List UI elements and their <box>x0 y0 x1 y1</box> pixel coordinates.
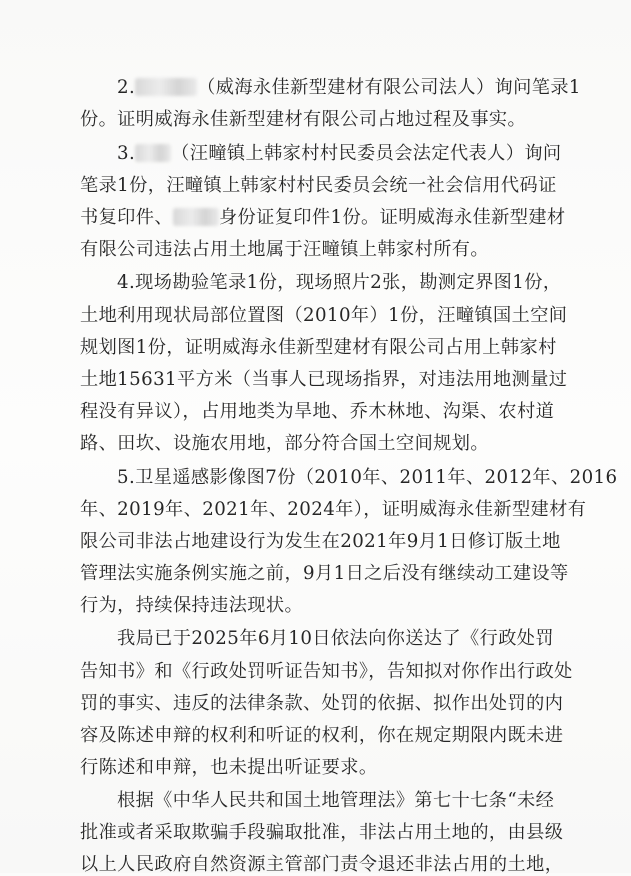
text-line: 容及陈述申辩的权利和听证的权利，你在规定期限内既未进 <box>80 725 564 746</box>
text-line: 份。证明威海永佳新型建材有限公司占地过程及事实。 <box>80 109 527 130</box>
text-line: 告知书》和《行政处罚听证告知书》，告知拟对你作出行政处 <box>80 661 573 682</box>
text-line: 限公司非法占地建设行为发生在2021年9月1日修订版土地 <box>80 531 561 552</box>
text-line: 土地利用现状局部位置图（2010年）1份，汪疃镇国土空间 <box>80 305 568 326</box>
text-line: 有限公司违法占用土地属于汪疃镇上韩家村所有。 <box>80 239 489 260</box>
text-line: 4.现场勘验笔录1份，现场照片2张，勘测定界图1份， <box>117 272 562 293</box>
text-line: 罚的事实、违反的法律条款、处罚的依据、拟作出处罚的内 <box>80 693 564 714</box>
text-line: 以上人民政府自然资源主管部门责令退还非法占用的土地， <box>80 854 564 875</box>
text-line: 5.卫星遥感影像图7份（2010年、2011年、2012年、2016 <box>117 467 618 488</box>
text-line: 程没有异议），占用地类为旱地、乔木林地、沟渠、农村道 <box>80 401 555 422</box>
text-line: 管理法实施条例实施之前，9月1日之后没有继续动工建设等 <box>80 563 569 584</box>
text-line: 路、田坎、设施农用地，部分符合国土空间规划。 <box>80 433 489 454</box>
text-line: 规划图1份，证明威海永佳新型建材有限公司占用上韩家村 <box>80 337 557 358</box>
text-line: 行陈述和申辩，也未提出听证要求。 <box>80 757 378 778</box>
text-line: 笔录1份，汪疃镇上韩家村村民委员会统一社会信用代码证 <box>80 175 557 196</box>
text-line: 行为，持续保持违法现状。 <box>80 595 304 616</box>
text-line: 土地15631平方米（当事人已现场指界，对违法用地测量过 <box>80 369 568 390</box>
redacted-name <box>135 78 197 96</box>
text-line: 2. （威海永佳新型建材有限公司法人）询问笔录1 <box>117 77 581 98</box>
redacted-name <box>135 144 171 162</box>
text-line: 书复印件、 身份证复印件1份。证明威海永佳新型建材 <box>80 207 566 228</box>
redacted-name <box>173 208 219 226</box>
text-line: 年、2019年、2021年、2024年），证明威海永佳新型建材有 <box>80 499 587 520</box>
text-line: 我局已于2025年6月10日依法向你送达了《行政处罚 <box>117 628 554 649</box>
text-line: 批准或者采取欺骗手段骗取批准，非法占用土地的，由县级 <box>80 822 564 843</box>
text-line: 根据《中华人民共和国土地管理法》第七十七条“未经 <box>117 790 555 811</box>
text-line: 3. （汪疃镇上韩家村村民委员会法定代表人）询问 <box>117 143 562 164</box>
